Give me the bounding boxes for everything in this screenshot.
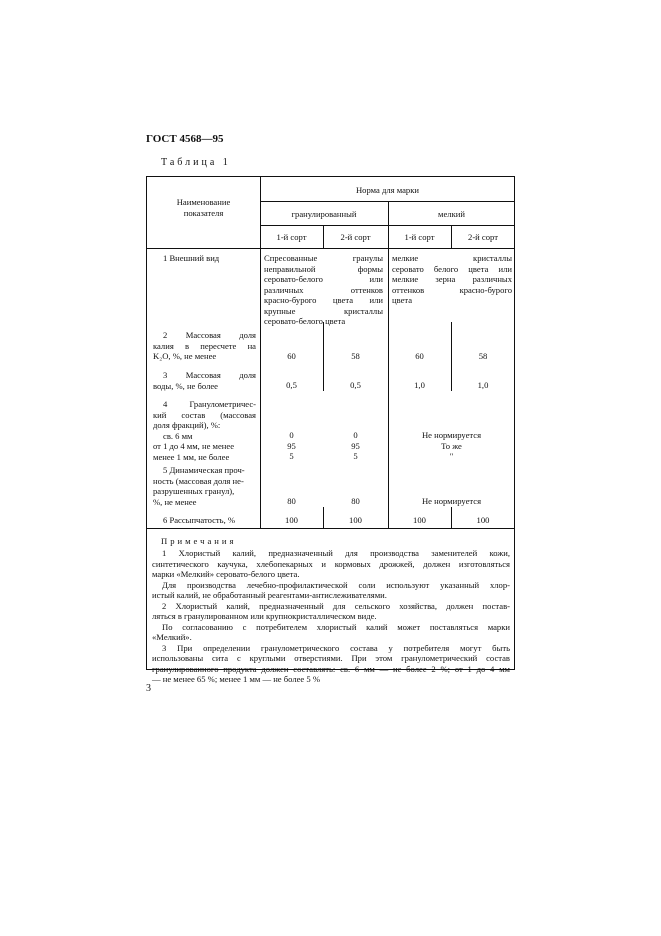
row-potassium-f1: 60: [415, 351, 424, 361]
rule-norm: [260, 201, 515, 202]
row-granulometric-name: 4 Гранулометричес- кий состав (массовая доля фракций), %: св. 6 мм от 1 до 4 мм, не менее менее 1 мм, не более: [153, 399, 256, 462]
row-water-f2: 1,0: [477, 380, 489, 390]
row-appearance-name: 1 Внешний вид: [163, 253, 220, 263]
page-number: 3: [146, 683, 151, 694]
row-friability-g2: 100: [349, 515, 362, 525]
header-gran-grade1: 1-й сорт: [276, 232, 307, 242]
row-potassium-g1: 60: [287, 351, 296, 361]
table-caption: Таблица 1: [161, 157, 231, 168]
row-potassium-f2: 58: [478, 351, 488, 361]
rule-table-bottom: [147, 528, 514, 529]
header-gran-grade2: 2-й сорт: [340, 232, 371, 242]
row-strength-g1: 80: [287, 496, 296, 506]
row-granulometric-g2: 0 95 5: [351, 430, 360, 461]
row-friability-f2: 100: [476, 515, 490, 525]
header-brand-fine: мелкий: [438, 209, 465, 219]
document-header: ГОСТ 4568—95: [146, 133, 224, 145]
header-indicator: Наименование показателя: [176, 197, 231, 218]
notes-title: Примечания: [161, 536, 237, 546]
row-friability-g1: 100: [285, 515, 298, 525]
row-friability-f1: 100: [413, 515, 426, 525]
header-fine-grade1: 1-й сорт: [404, 232, 435, 242]
row-strength-fine: Не нормируется: [421, 496, 482, 506]
row-water-name: 3 Массовая доля воды, %, не более: [153, 370, 256, 391]
row-water-g2: 0,5: [350, 380, 361, 390]
row-strength-g2: 80: [351, 496, 360, 506]
row-appearance-granulated: Спресованные гранулы неправильной формы серовато-белого или различных оттенков красно-бурого цвета или крупные кристаллы серовато-белого цвета: [264, 253, 383, 326]
row-friability-name: 6 Рассыпчатость, %: [163, 515, 236, 525]
row-water-g1: 0,5: [286, 380, 297, 390]
row-potassium-name: 2 Массовая доля калия в пересчете на K₂O, %, не менее: [153, 330, 256, 361]
notes-body: 1 Хлористый калий, предназначенный для производства заменителей кожи, синтетического каучука, хлебопекарных и кормовых дрожжей, должен изготовляться марки «Мелкий» серовато-белого цвета. Для производства лечебно-профилактической соли используют указанный хлор- истый калий, не обработанный реагентами-антислеживателями. 2 Хлористый калий, предназначенный для сельского хозяйства, должен постав- ляться в гранулированном или крупнокристаллическом виде. По согласованию с потребителем хлористый калий может поставляться марки «Мелкий». 3 При определении гранулометрического состава у потребителя могут быть использованы сита с круглыми отверстиями. При этом гранулометрический состав гранулированного продукта должен составлять: св. 6 мм — не более 2 %; от 1 до 4 мм — не менее 65 %; менее 1 мм — не более 5 %: [152, 548, 510, 684]
row-potassium-g2: 58: [351, 351, 360, 361]
row-strength-name: 5 Динамическая проч- ность (массовая доля не- разрушенных гранул), %, не менее: [153, 465, 245, 507]
divider-brands: [388, 201, 389, 528]
main-table: [146, 176, 515, 684]
row-granulometric-fine: Не нормируется То же ": [421, 430, 482, 461]
rule-brands: [260, 225, 515, 226]
header-norm: Норма для марки: [355, 185, 420, 195]
header-fine-grade2: 2-й сорт: [468, 232, 498, 242]
row-water-f1: 1,0: [414, 380, 425, 390]
row-appearance-fine: мелкие кристаллы серовато белого цвета или мелкие зерна различных оттенков красно-бурого цвета: [392, 253, 512, 305]
row-granulometric-g1: 0 95 5: [287, 430, 296, 461]
header-brand-granulated: гранулированный: [291, 209, 357, 219]
rule-head-bottom: [147, 248, 514, 249]
